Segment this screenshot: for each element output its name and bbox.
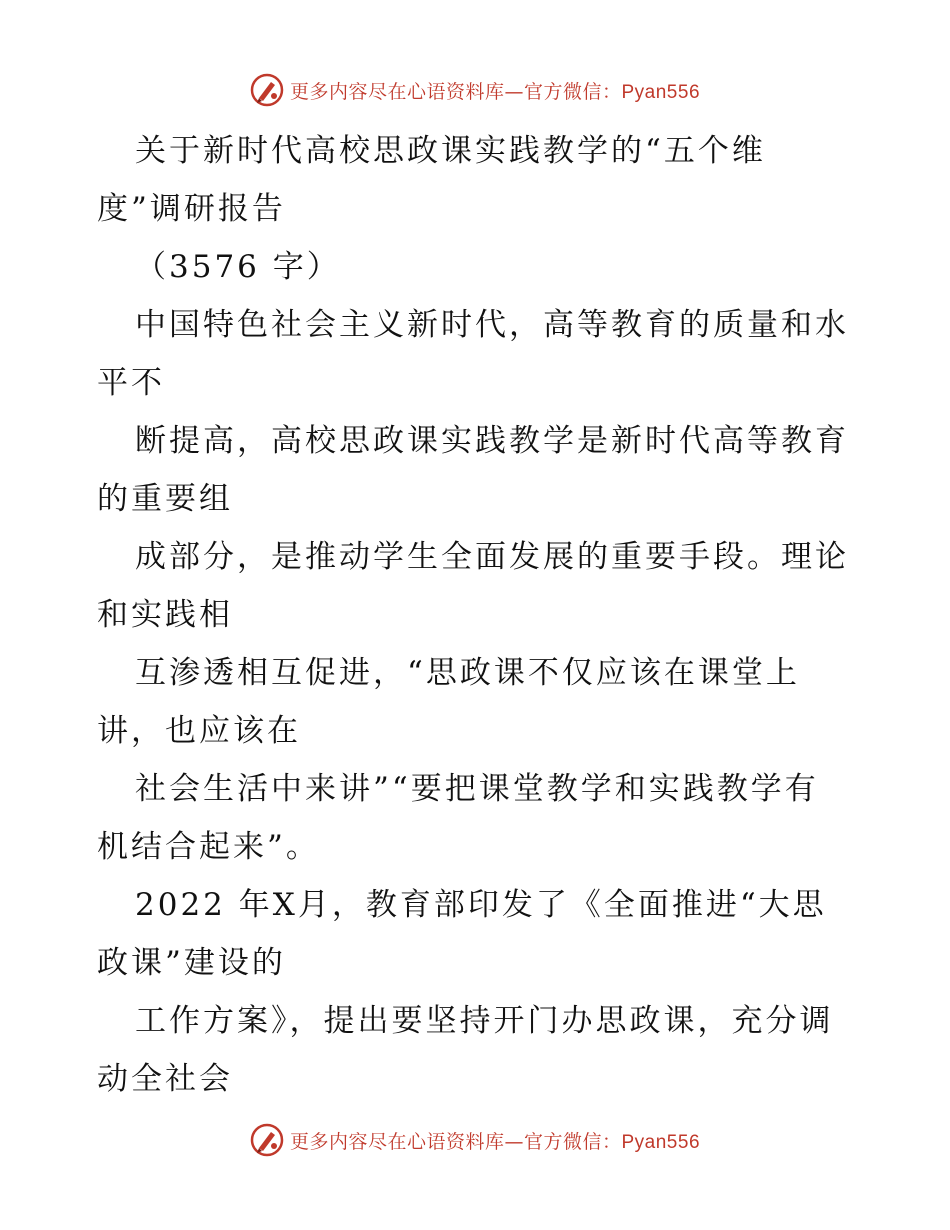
header-watermark xyxy=(0,70,950,110)
word-count: （3576 字） xyxy=(135,249,341,285)
text-line: 和实践相 xyxy=(97,597,233,633)
text-line: 中国特色社会主义新时代，高等教育的质量和水 xyxy=(135,307,849,343)
document-title-line-1: 关于新时代高校思政课实践教学的“五个维 xyxy=(135,133,766,169)
text-line: 断提高，高校思政课实践教学是新时代高等教育 xyxy=(135,423,849,459)
text-line: 工作方案》，提出要坚持开门办思政课，充分调 xyxy=(135,1003,834,1039)
watermark-dash: — xyxy=(504,80,524,103)
pen-logo-icon xyxy=(250,73,284,107)
text-line: 讲，也应该在 xyxy=(97,713,301,749)
watermark-group xyxy=(250,1123,700,1157)
text-line: 社会生活中来讲”“要把课堂教学和实践教学有 xyxy=(135,771,819,807)
watermark-wechat-label: 官方微信： xyxy=(523,1130,622,1153)
watermark-wechat-handle: Pyan556 xyxy=(621,1131,701,1153)
body-paragraphs xyxy=(97,296,857,1108)
text-line: 成部分，是推动学生全面发展的重要手段。理论 xyxy=(135,539,849,575)
footer-watermark xyxy=(0,1120,950,1160)
watermark-wechat-handle: Pyan556 xyxy=(621,81,701,103)
text-line: 2022 年X月，教育部印发了《全面推进“大思 xyxy=(135,887,827,923)
watermark-wechat-label: 官方微信： xyxy=(523,80,622,103)
watermark-text xyxy=(290,1127,700,1154)
document-title-line-2: 度”调研报告 xyxy=(97,191,286,227)
text-line: 机结合起来”。 xyxy=(97,829,320,865)
text-line: 政课”建设的 xyxy=(97,945,286,981)
document-body xyxy=(97,122,857,1108)
watermark-site: 更多内容尽在心语资料库 xyxy=(289,1130,505,1153)
text-line: 平不 xyxy=(97,365,165,401)
text-line: 互渗透相互促进，“思政课不仅应该在课堂上 xyxy=(135,655,800,691)
pen-logo-icon xyxy=(250,1123,284,1157)
watermark-text xyxy=(290,77,700,104)
watermark-dash: — xyxy=(504,1130,524,1153)
watermark-site: 更多内容尽在心语资料库 xyxy=(289,80,505,103)
text-line: 的重要组 xyxy=(97,481,233,517)
text-line: 动全社会 xyxy=(97,1061,233,1097)
watermark-group xyxy=(250,73,700,107)
